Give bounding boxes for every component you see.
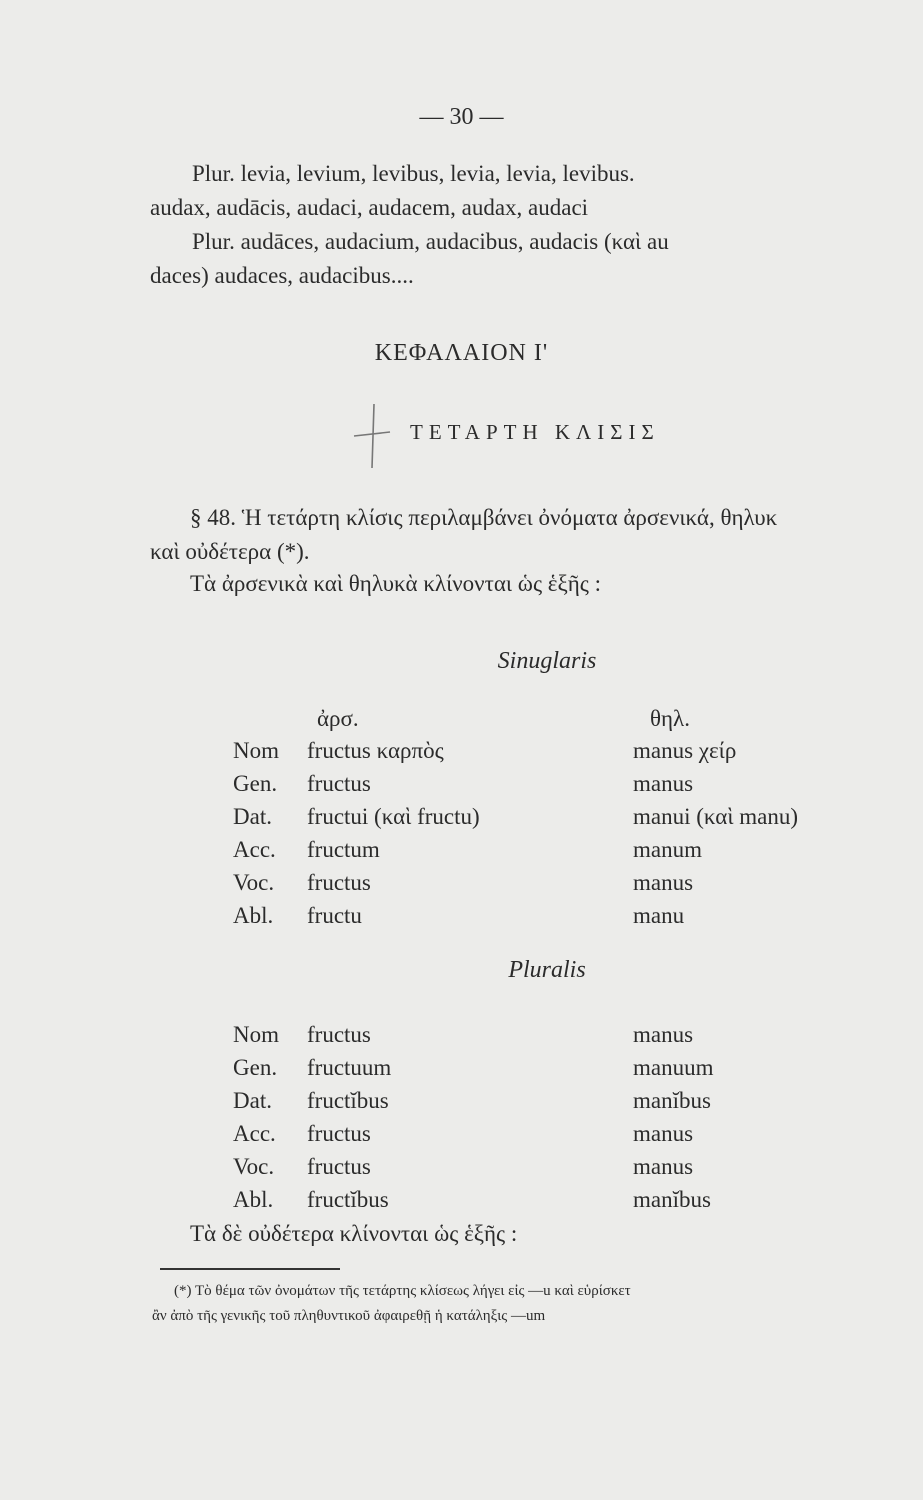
masculine-header: ἀρσ. (317, 706, 359, 731)
section-title: ΤΕΤΑΡΤΗ ΚΛΙΣΙΣ (410, 420, 660, 444)
case-label: Acc. (233, 1121, 276, 1146)
feminine-form: manu (633, 903, 685, 928)
case-label: Nom (233, 1022, 279, 1047)
case-label: Dat. (233, 804, 272, 829)
column-headers (0, 703, 923, 735)
pencil-mark-icon (352, 402, 392, 470)
masculine-form: fructui (καὶ fructu) (307, 804, 480, 829)
table-row (0, 900, 923, 932)
case-label: Nom (233, 738, 279, 763)
masculine-form: fructus καρπὸς (307, 738, 444, 763)
table-row (0, 1118, 923, 1150)
masculine-form: fructus (307, 1121, 371, 1146)
table-row (0, 1052, 923, 1084)
table-row (0, 1085, 923, 1117)
singular-heading: Sinuglaris (497, 648, 597, 674)
feminine-form: manus (633, 1121, 694, 1146)
masculine-form: fructĭbus (307, 1088, 389, 1113)
case-label: Dat. (233, 1088, 272, 1113)
paragraph-line: § 48. Ἡ τετάρτη κλίσις περιλαμβάνει ὀνόματα ἀρσενικά, θηλυκ (190, 505, 778, 530)
footnote-divider (160, 1268, 340, 1270)
table-row (0, 867, 923, 899)
footnote-line: ἂν ἀπὸ τῆς γενικῆς τοῦ πληθυντικοῦ ἀφαιρεθῇ ἡ κατάληξις —um (152, 1308, 546, 1324)
feminine-form: manĭbus (633, 1187, 711, 1212)
table-row (0, 735, 923, 767)
plural-heading: Pluralis (508, 957, 586, 983)
masculine-form: fructus (307, 1022, 371, 1047)
table-row (0, 1184, 923, 1216)
text-line: daces) audaces, audacibus.... (150, 263, 414, 288)
feminine-form: manus (633, 870, 694, 895)
masculine-form: fructĭbus (307, 1187, 389, 1212)
feminine-form: manus (633, 1154, 694, 1179)
feminine-form: manus (633, 771, 694, 796)
table-row (0, 801, 923, 833)
chapter-title: ΚΕΦΑΛΑΙΟΝ Ι' (374, 340, 549, 366)
page-number: — 30 — (419, 104, 504, 130)
paragraph-line: καὶ οὐδέτερα (*). (150, 539, 310, 564)
text-line: Plur. audāces, audacium, audacibus, audacis (καὶ au (192, 229, 669, 254)
table-row (0, 1151, 923, 1183)
text-line: audax, audācis, audaci, audacem, audax, audaci (150, 195, 589, 220)
masculine-form: fructum (307, 837, 380, 862)
footnote-line: (*) Τὸ θέμα τῶν ὀνομάτων τῆς τετάρτης κλίσεως λήγει εἰς —u καὶ εὑρίσκετ (174, 1283, 631, 1299)
masculine-form: fructu (307, 903, 362, 928)
case-label: Abl. (233, 1187, 274, 1212)
case-label: Voc. (233, 1154, 275, 1179)
feminine-form: manĭbus (633, 1088, 711, 1113)
feminine-form: manus (633, 1022, 694, 1047)
masculine-form: fructus (307, 771, 371, 796)
case-label: Gen. (233, 1055, 278, 1080)
case-label: Acc. (233, 837, 276, 862)
paragraph-line: Τὰ ἀρσενικὰ καὶ θηλυκὰ κλίνονται ὡς ἑξῆς : (190, 571, 601, 596)
masculine-form: fructuum (307, 1055, 392, 1080)
table-row (0, 768, 923, 800)
feminine-form: manui (καὶ manu) (633, 804, 799, 829)
masculine-form: fructus (307, 870, 371, 895)
table-row (0, 1019, 923, 1051)
feminine-form: manum (633, 837, 702, 862)
feminine-form: manus χείρ (633, 738, 737, 763)
feminine-form: manuum (633, 1055, 714, 1080)
case-label: Gen. (233, 771, 278, 796)
feminine-header: θηλ. (650, 706, 690, 731)
case-label: Abl. (233, 903, 274, 928)
text-line: Plur. levia, levium, levibus, levia, levia, levibus. (192, 161, 635, 186)
case-label: Voc. (233, 870, 275, 895)
neuter-intro-line: Τὰ δὲ οὐδέτερα κλίνονται ὡς ἑξῆς : (190, 1221, 518, 1246)
masculine-form: fructus (307, 1154, 371, 1179)
table-row (0, 834, 923, 866)
